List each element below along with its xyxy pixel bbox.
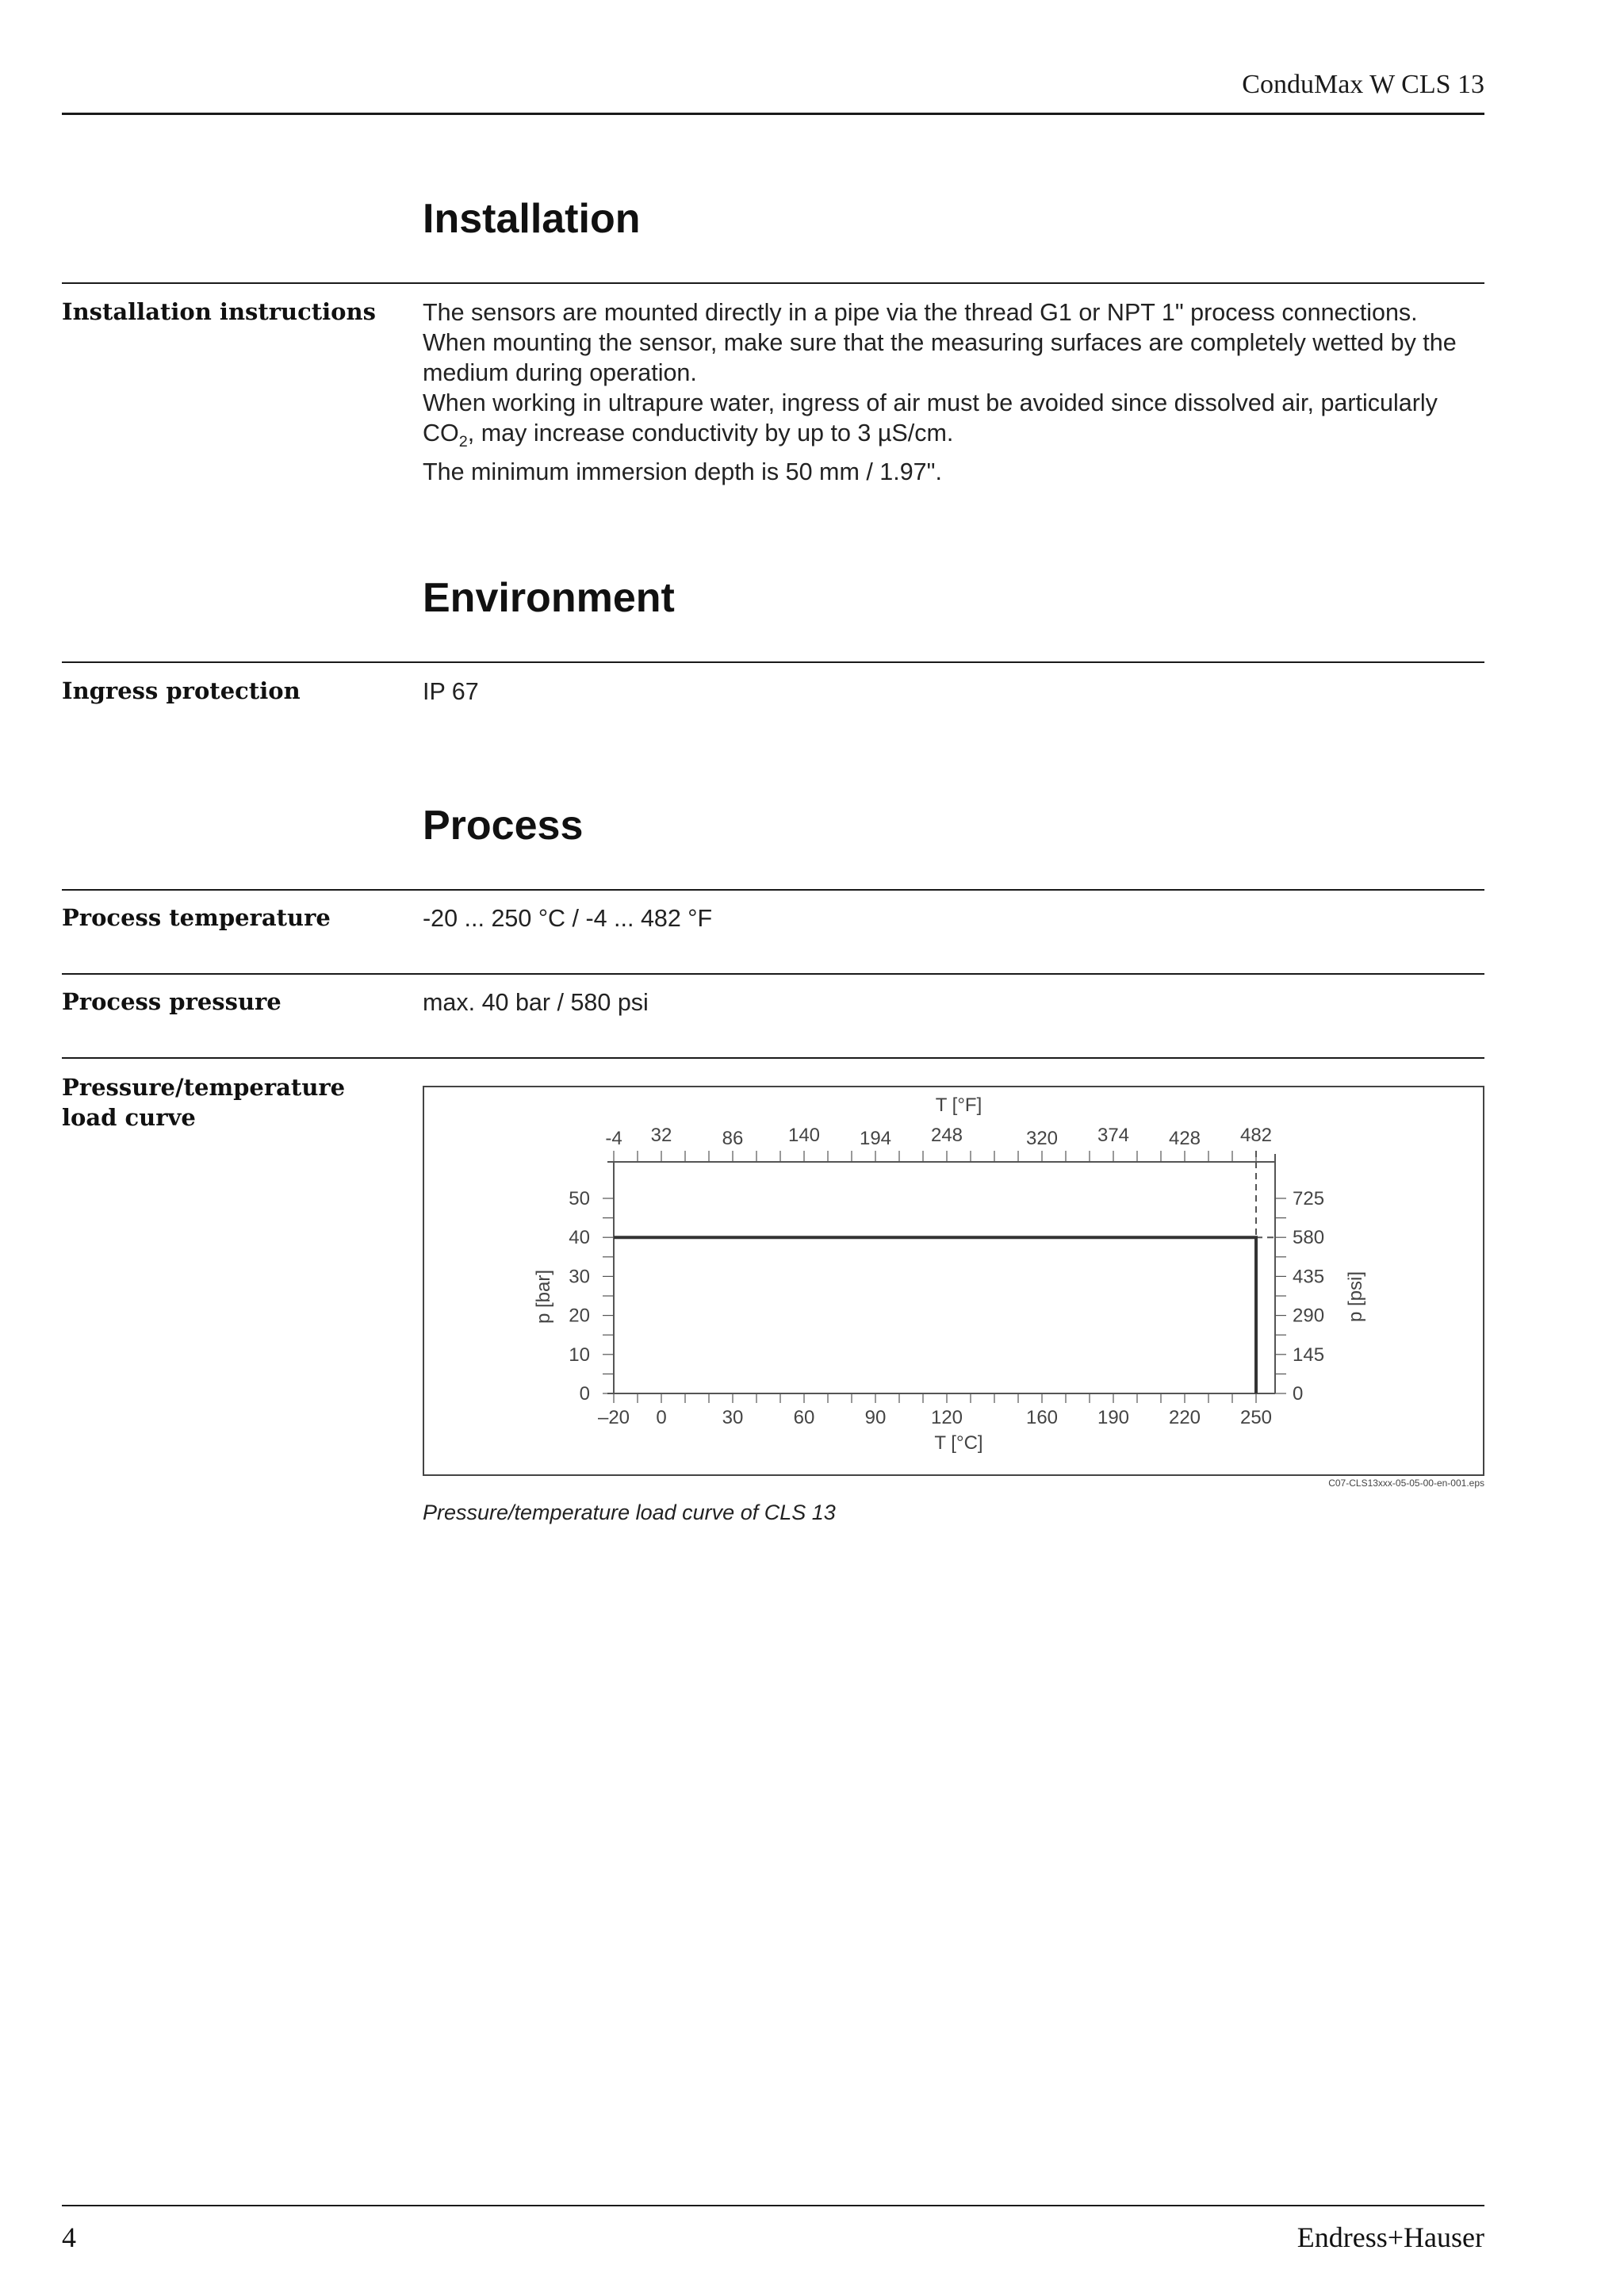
x-top-tick-label: 248 bbox=[930, 1125, 963, 1146]
divider bbox=[62, 282, 1484, 284]
figure-code: C07-CLS13xxx-05-05-00-en-001.eps bbox=[1328, 1478, 1484, 1489]
y-right-tick-label: 0 bbox=[1293, 1383, 1304, 1405]
text-line-co2 bbox=[423, 418, 1485, 457]
ingress-protection-value: IP 67 bbox=[423, 678, 479, 705]
co2-rest-text: , may increase conductivity by up to 3 µS/cm. bbox=[467, 420, 954, 447]
text-line: The minimum immersion depth is 50 mm / 1.97". bbox=[423, 458, 942, 486]
x-top-tick-label: 86 bbox=[722, 1128, 744, 1149]
page-number: 4 bbox=[62, 2221, 76, 2253]
x-top-tick-label: 194 bbox=[859, 1128, 892, 1149]
x-bottom-tick-label: 0 bbox=[656, 1407, 667, 1428]
brand-name: Endress+Hauser bbox=[1297, 2221, 1484, 2253]
y-left-tick-label: 30 bbox=[569, 1266, 590, 1288]
x-bottom-tick-label: 160 bbox=[1025, 1407, 1059, 1428]
load-curve-svg bbox=[424, 1087, 1483, 1474]
x-top-tick-label: 374 bbox=[1097, 1125, 1130, 1146]
divider bbox=[62, 889, 1484, 891]
section-title-process: Process bbox=[423, 803, 584, 849]
x-bottom-tick-label: 90 bbox=[864, 1407, 887, 1428]
divider bbox=[62, 973, 1484, 975]
x-bottom-axis-title: T [°C] bbox=[934, 1432, 983, 1454]
x-top-tick-label: 32 bbox=[650, 1125, 672, 1146]
y-right-tick-label: 580 bbox=[1293, 1227, 1325, 1249]
label-load-curve bbox=[62, 1072, 345, 1133]
footer-rule bbox=[62, 2205, 1484, 2206]
x-bottom-tick-label: 190 bbox=[1097, 1407, 1130, 1428]
text-line: The sensors are mounted directly in a pipe via the thread G1 or NPT 1" process connections. bbox=[423, 299, 1418, 326]
x-top-tick-label: 140 bbox=[787, 1125, 821, 1146]
label-installation-instructions: Installation instructions bbox=[62, 298, 376, 325]
x-bottom-tick-label: 60 bbox=[793, 1407, 815, 1428]
divider bbox=[62, 661, 1484, 663]
x-bottom-tick-label: 220 bbox=[1168, 1407, 1201, 1428]
figure-caption: Pressure/temperature load curve of CLS 13 bbox=[423, 1501, 836, 1524]
text-line: When working in ultrapure water, ingress of air must be avoided since dissolved air, particularly bbox=[423, 389, 1438, 416]
divider bbox=[62, 1057, 1484, 1059]
y-left-tick-label: 50 bbox=[569, 1188, 590, 1209]
installation-instructions-text bbox=[423, 297, 1485, 487]
section-title-environment: Environment bbox=[423, 575, 675, 621]
y-left-tick-label: 10 bbox=[569, 1343, 590, 1366]
y-right-tick-label: 145 bbox=[1293, 1343, 1325, 1366]
text-line: medium during operation. bbox=[423, 359, 697, 386]
x-top-tick-label: -4 bbox=[605, 1128, 622, 1149]
y-left-tick-label: 40 bbox=[569, 1227, 590, 1249]
label-load-curve-line2: load curve bbox=[62, 1104, 196, 1131]
load-curve-chart bbox=[423, 1086, 1484, 1476]
header-rule bbox=[62, 113, 1484, 115]
x-bottom-tick-label: 250 bbox=[1239, 1407, 1273, 1428]
y-right-axis-title: p [psi] bbox=[1345, 1271, 1366, 1323]
co2-subscript: 2 bbox=[458, 433, 468, 451]
label-process-temperature: Process temperature bbox=[62, 904, 331, 931]
y-left-tick-label: 20 bbox=[569, 1305, 590, 1327]
y-right-tick-label: 435 bbox=[1293, 1266, 1325, 1288]
y-right-tick-label: 725 bbox=[1293, 1188, 1325, 1209]
label-load-curve-line1: Pressure/temperature bbox=[62, 1074, 346, 1101]
co2-text: CO bbox=[423, 420, 459, 447]
x-top-axis-title: T [°F] bbox=[935, 1094, 982, 1116]
process-temperature-value: -20 ... 250 °C / -4 ... 482 °F bbox=[423, 905, 713, 932]
y-left-axis-title: p [bar] bbox=[533, 1269, 554, 1324]
x-bottom-tick-label: 120 bbox=[930, 1407, 963, 1428]
load-curve-line bbox=[614, 1237, 1256, 1393]
text-line: When mounting the sensor, make sure that the measuring surfaces are completely wetted by the bbox=[423, 329, 1457, 356]
x-top-tick-label: 428 bbox=[1168, 1128, 1201, 1149]
section-title-installation: Installation bbox=[423, 196, 641, 242]
y-left-tick-label: 0 bbox=[579, 1383, 590, 1405]
process-pressure-value: max. 40 bar / 580 psi bbox=[423, 989, 649, 1016]
x-top-tick-label: 320 bbox=[1025, 1128, 1059, 1149]
label-process-pressure: Process pressure bbox=[62, 988, 282, 1015]
document-header-title: ConduMax W CLS 13 bbox=[1242, 70, 1484, 99]
label-ingress-protection: Ingress protection bbox=[62, 677, 301, 704]
x-top-tick-label: 482 bbox=[1239, 1125, 1273, 1146]
x-bottom-tick-label: –20 bbox=[597, 1407, 630, 1428]
y-right-tick-label: 290 bbox=[1293, 1305, 1325, 1327]
x-bottom-tick-label: 30 bbox=[722, 1407, 744, 1428]
